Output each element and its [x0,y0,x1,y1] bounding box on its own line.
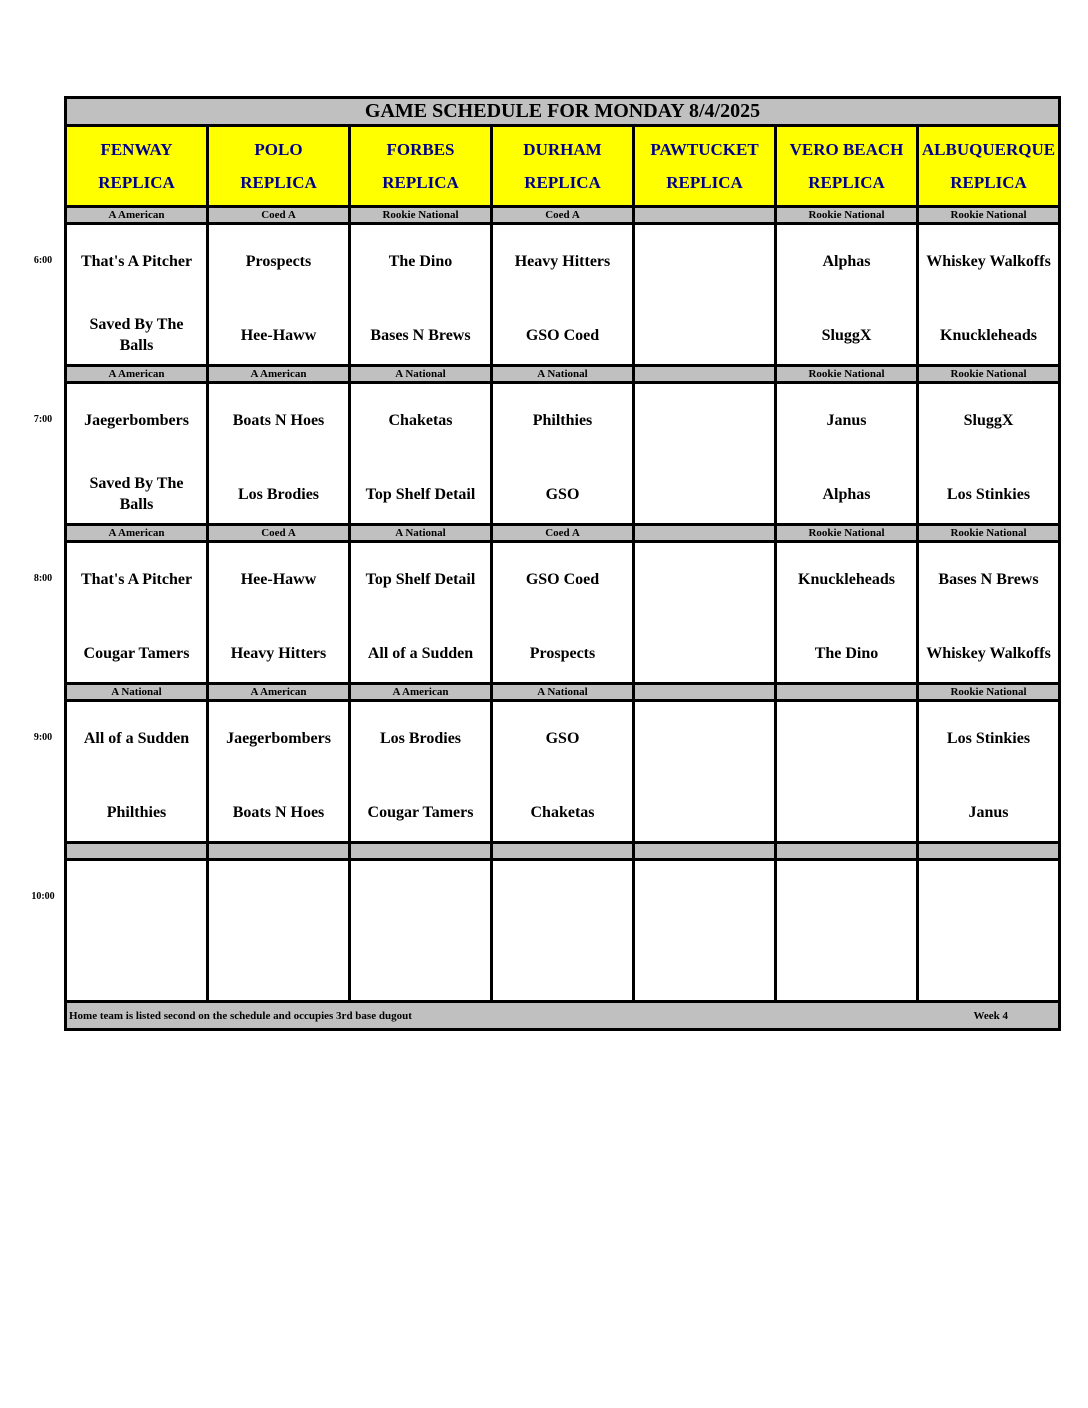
away-team [635,239,774,283]
away-team: All of a Sudden [83,729,190,747]
game-cell [634,542,776,684]
matchup [777,861,916,1000]
away-team: GSO [545,729,580,747]
home-team: Alphas [822,485,871,503]
away-team [635,398,774,442]
away-team: The Dino [388,252,453,270]
game-row [66,542,1060,684]
matchup [919,225,1058,364]
away-team [493,875,632,919]
home-team: Saved By The Balls [89,475,184,513]
division-label: Rookie National [776,366,918,383]
division-label [634,684,776,701]
time-label: 6:00 [33,255,53,266]
away-team: That's A Pitcher [80,252,193,270]
matchup [919,543,1058,682]
division-row [66,207,1060,224]
home-team: Philthies [106,803,167,821]
matchup [67,384,206,523]
game-cell [66,701,208,843]
game-cell [776,542,918,684]
matchup [777,702,916,841]
home-team: Janus [968,803,1009,821]
matchup [209,384,348,523]
home-team [919,949,1058,993]
field-name: VERO BEACH [789,140,904,159]
division-label [918,843,1060,860]
footer-content [67,1010,1058,1022]
matchup [493,384,632,523]
matchup [777,225,916,364]
matchup [635,384,774,523]
field-subtitle: REPLICA [524,173,601,192]
game-row [66,224,1060,366]
away-team: GSO Coed [525,570,600,588]
home-team [635,313,774,357]
game-cell [66,860,208,1002]
away-team: SluggX [963,411,1014,429]
matchup [493,861,632,1000]
matchup [209,225,348,364]
matchup [493,225,632,364]
matchup [67,861,206,1000]
game-cell [918,383,1060,525]
field-subtitle: REPLICA [382,173,459,192]
home-team: Hee-Haww [240,326,317,344]
division-label: A American [208,684,350,701]
game-cell [66,542,208,684]
away-team: Jaegerbombers [226,729,331,747]
away-team: That's A Pitcher [80,570,193,588]
home-team [351,949,490,993]
away-team [209,875,348,919]
field-name: FORBES [386,140,455,159]
game-cell [350,224,492,366]
matchup [635,702,774,841]
matchup [777,384,916,523]
away-team [351,875,490,919]
home-team: The Dino [814,644,879,662]
division-label: Rookie National [918,684,1060,701]
matchup [919,861,1058,1000]
away-team: Knuckleheads [798,570,895,588]
home-team: Whiskey Walkoffs [926,644,1051,662]
matchup [777,543,916,682]
division-label: A American [66,366,208,383]
home-team [67,949,206,993]
matchup [635,861,774,1000]
home-team: Los Stinkies [946,485,1031,503]
game-cell [634,860,776,1002]
matchup [635,543,774,682]
division-label: Rookie National [776,525,918,542]
division-label [634,207,776,224]
matchup [493,543,632,682]
division-label: Coed A [492,525,634,542]
game-row [66,383,1060,525]
home-team: GSO [545,485,580,503]
game-cell [634,383,776,525]
away-team: Prospects [245,252,312,270]
field-subtitle: REPLICA [240,173,317,192]
division-label: A National [492,366,634,383]
game-cell [776,860,918,1002]
division-label: Rookie National [350,207,492,224]
home-team: Chaketas [530,803,595,821]
matchup [209,861,348,1000]
matchup [919,384,1058,523]
away-team: Bases N Brews [938,570,1039,588]
home-team [777,790,916,834]
division-label: A American [66,207,208,224]
division-label: A American [66,525,208,542]
division-label: A American [350,684,492,701]
game-cell [918,542,1060,684]
away-team: Boats N Hoes [232,411,325,429]
home-team [635,949,774,993]
home-team: Cougar Tamers [367,803,474,821]
home-team [493,949,632,993]
game-cell [350,860,492,1002]
matchup [351,543,490,682]
field-subtitle: REPLICA [98,173,175,192]
field-header [776,126,918,207]
home-team [635,631,774,675]
division-label: Rookie National [918,207,1060,224]
game-cell [918,701,1060,843]
home-team: Cougar Tamers [83,644,190,662]
away-team: Janus [826,411,867,429]
time-label: 7:00 [33,414,53,425]
game-cell [492,383,634,525]
footer-note: Home team is listed second on the schedule and occupies 3rd base dugout [69,1009,412,1022]
matchup [67,702,206,841]
game-cell [634,224,776,366]
division-row [66,525,1060,542]
title-row [66,98,1060,126]
home-team: Los Brodies [237,485,320,503]
division-label [634,843,776,860]
division-label [66,843,208,860]
matchup [67,225,206,364]
division-label: A National [66,684,208,701]
game-cell [208,860,350,1002]
away-team [635,557,774,601]
division-label [776,843,918,860]
division-label: Rookie National [918,366,1060,383]
division-label: Coed A [492,207,634,224]
game-cell [208,224,350,366]
field-name: POLO [254,140,303,159]
home-team: Knuckleheads [940,326,1037,344]
division-label: A National [350,366,492,383]
home-team: Top Shelf Detail [365,485,476,503]
away-team: Philthies [532,411,593,429]
home-team: Saved By The Balls [89,316,184,354]
away-team: Hee-Haww [240,570,317,588]
division-label [776,684,918,701]
matchup [635,225,774,364]
matchup [493,702,632,841]
division-label: Rookie National [918,525,1060,542]
game-cell [208,383,350,525]
division-label [634,525,776,542]
time-label: 9:00 [33,732,53,743]
field-name: PAWTUCKET [650,140,759,159]
matchup [919,702,1058,841]
away-team [635,716,774,760]
game-row [66,701,1060,843]
away-team: Los Stinkies [946,729,1031,747]
division-row [66,684,1060,701]
home-team: Heavy Hitters [230,644,327,662]
field-subtitle: REPLICA [950,173,1027,192]
matchup [351,384,490,523]
division-label: A National [350,525,492,542]
field-header [208,126,350,207]
division-label: A American [208,366,350,383]
division-label [350,843,492,860]
footer-row [66,1002,1060,1030]
away-team: Heavy Hitters [514,252,611,270]
field-subtitle: REPLICA [808,173,885,192]
game-cell [350,542,492,684]
game-cell [208,701,350,843]
away-team: Chaketas [388,411,453,429]
field-name: DURHAM [523,140,602,159]
division-label: A National [492,684,634,701]
matchup [67,543,206,682]
matchup [209,543,348,682]
matchup [351,861,490,1000]
field-header [634,126,776,207]
division-label [208,843,350,860]
game-cell [492,542,634,684]
game-cell [776,701,918,843]
game-row [66,860,1060,1002]
away-team: Los Brodies [379,729,462,747]
away-team: Top Shelf Detail [365,570,476,588]
away-team [777,716,916,760]
game-cell [918,224,1060,366]
field-header [66,126,208,207]
field-header-row [66,126,1060,207]
time-label: 10:00 [31,891,55,902]
game-cell [776,383,918,525]
field-subtitle: REPLICA [666,173,743,192]
home-team [635,472,774,516]
division-row [66,366,1060,383]
away-team [635,875,774,919]
field-name: ALBUQUERQUE [921,140,1056,159]
away-team [67,875,206,919]
away-team: Whiskey Walkoffs [926,252,1051,270]
away-team [777,875,916,919]
away-team [919,875,1058,919]
schedule-title: GAME SCHEDULE FOR MONDAY 8/4/2025 [66,98,1060,126]
home-team: SluggX [821,326,872,344]
division-label [634,366,776,383]
home-team: GSO Coed [525,326,600,344]
game-cell [350,701,492,843]
game-cell [66,383,208,525]
division-label: Coed A [208,525,350,542]
footer-cell [66,1002,1060,1030]
time-label: 8:00 [33,573,53,584]
matchup [351,702,490,841]
home-team: Boats N Hoes [232,803,325,821]
game-cell [350,383,492,525]
week-label: Week 4 [973,1009,1008,1022]
game-cell [634,701,776,843]
matchup [351,225,490,364]
game-cell [492,860,634,1002]
division-label: Rookie National [776,207,918,224]
game-cell [492,224,634,366]
away-team: Alphas [822,252,871,270]
division-label [492,843,634,860]
home-team [209,949,348,993]
game-cell [208,542,350,684]
game-cell [492,701,634,843]
home-team: Prospects [529,644,596,662]
field-header [350,126,492,207]
field-name: FENWAY [100,140,173,159]
home-team [777,949,916,993]
home-team: All of a Sudden [367,644,474,662]
game-cell [918,860,1060,1002]
game-cell [66,224,208,366]
game-cell [776,224,918,366]
schedule-table [64,96,1061,1031]
away-team: Jaegerbombers [84,411,189,429]
division-label: Coed A [208,207,350,224]
matchup [209,702,348,841]
division-row [66,843,1060,860]
field-header [918,126,1060,207]
field-header [492,126,634,207]
home-team: Bases N Brews [370,326,471,344]
home-team [635,790,774,834]
